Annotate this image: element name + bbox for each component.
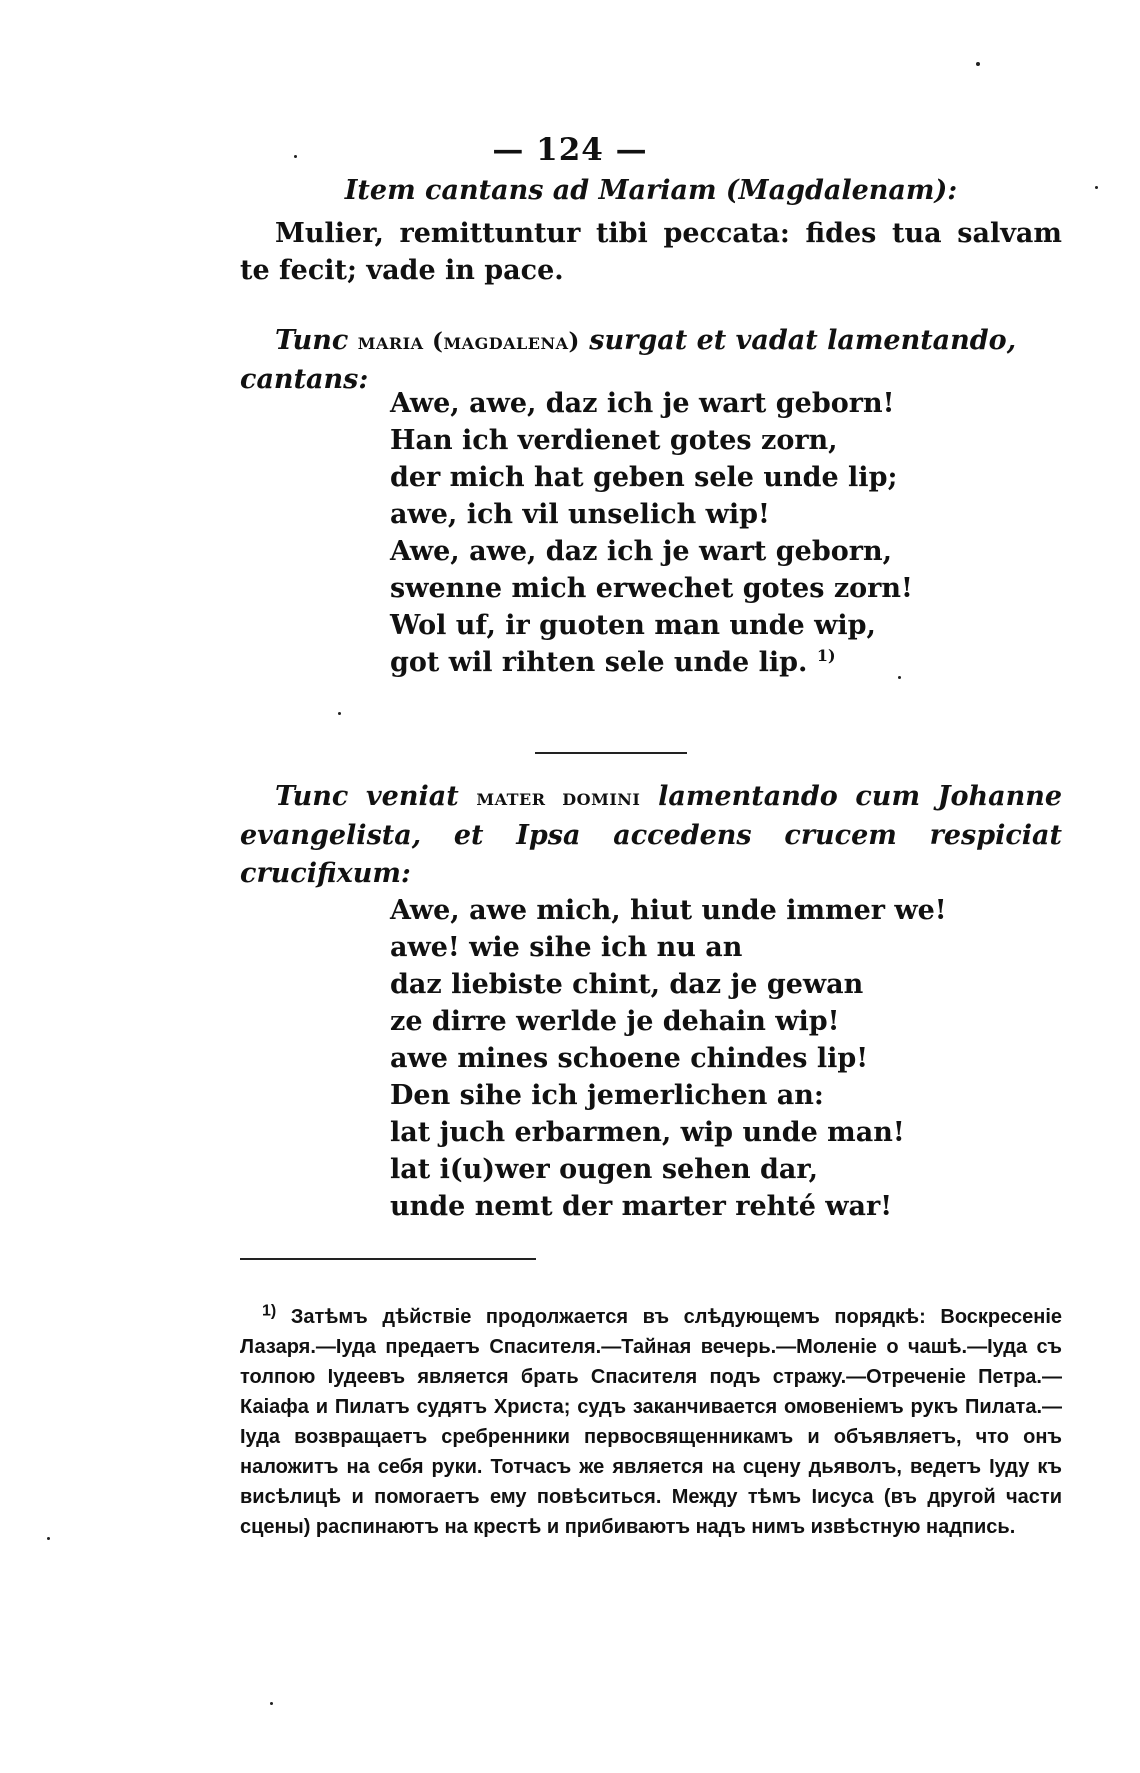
footnote-reference: 1) (816, 646, 836, 665)
scan-speck (976, 62, 980, 66)
section-divider (535, 752, 687, 754)
verse-line: awe, ich vil unselich wip! (390, 499, 770, 530)
stage-direction-3-part1: Tunc veniat (275, 781, 459, 812)
scan-speck (1095, 186, 1098, 189)
footnote-marker: 1) (262, 1302, 277, 1320)
verse-line: Den sihe ich jemerlichen an: (390, 1080, 824, 1111)
verse-line: swenne mich erwechet gotes zorn! (390, 573, 913, 604)
page-number: — 124 — (492, 132, 648, 168)
stage-direction-3-character: mater domini (476, 784, 641, 811)
verse-line: Han ich verdienet gotes zorn, (390, 425, 838, 456)
verse-mater-domini (390, 892, 990, 1225)
scan-speck (338, 712, 341, 715)
stage-direction-3-part2: lamentando cum Johanne evangelista, et Ipsa accedens crucem respiciat crucifixum: (240, 781, 1063, 889)
verse-line: Awe, awe mich, hiut unde immer we! (390, 895, 947, 926)
verse-line: ze dirre werlde je dehain wip! (390, 1006, 840, 1037)
verse-line: lat juch erbarmen, wip unde man! (390, 1117, 905, 1148)
scan-speck (898, 676, 901, 679)
scan-speck (270, 1702, 273, 1705)
footnote-text: Затѣмъ дѣйствіе продолжается въ слѣдующемъ порядкѣ: Воскресеніе Лазаря.—Іуда предаетъ Спасителя.—Тайная вечерь.—Моленіе о чашѣ.—Іуда съ толпою Іудеевъ является брать Спасителя подъ стражу.—Отреченіе Петра.—Каіафа и Пилатъ судятъ Христа; судъ заканчивается омовеніемъ рукъ Пилата.—Іуда возвращаетъ сребренники первосвященникамъ и объявляетъ, что онъ наложитъ на себя руки. Тотчасъ же является на сцену дьяволъ, ведетъ Іуду къ висѣлицѣ и помогаетъ ему повѣситься. Между тѣмъ Іисуса (въ другой части сцены) распинаютъ на крестѣ и прибиваютъ надъ нимъ извѣстную надпись. (240, 1306, 1062, 1538)
stage-direction-2-character: maria (magdalena) (357, 328, 580, 355)
footnote (240, 1302, 1062, 1542)
verse-line: Awe, awe, daz ich je wart geborn, (390, 536, 893, 567)
verse-line: Awe, awe, daz ich je wart geborn! (390, 388, 895, 419)
stage-direction-1: Item cantans ad Mariam (Magdalenam): (344, 175, 958, 206)
verse-line: Wol uf, ir guoten man unde wip, (390, 610, 876, 641)
verse-line: awe mines schoene chindes lip! (390, 1043, 869, 1074)
verse-line: awe! wie sihe ich nu an (390, 932, 743, 963)
stage-direction-2-part1: Tunc (275, 325, 349, 356)
verse-line: der mich hat geben sele unde lip; (390, 462, 898, 493)
verse-line: daz liebiste chint, daz je gewan (390, 969, 864, 1000)
stage-direction-3 (240, 778, 1062, 893)
scan-speck (294, 155, 297, 158)
speech-mulier: Mulier, remittuntur tibi peccata: fides tua salvam te fecit; vade in pace. (240, 218, 1062, 286)
stage-direction-2-part2: surgat et vadat lamentando, cantans: (240, 325, 1017, 395)
verse-line: unde nemt der marter rehté war! (390, 1191, 893, 1222)
scan-speck (47, 1537, 50, 1540)
verse-line-text: got wil rihten sele unde lip. (390, 647, 808, 678)
verse-line: lat i(u)wer ougen sehen dar, (390, 1154, 819, 1185)
verse-maria (390, 385, 990, 681)
footnote-divider (240, 1258, 536, 1260)
